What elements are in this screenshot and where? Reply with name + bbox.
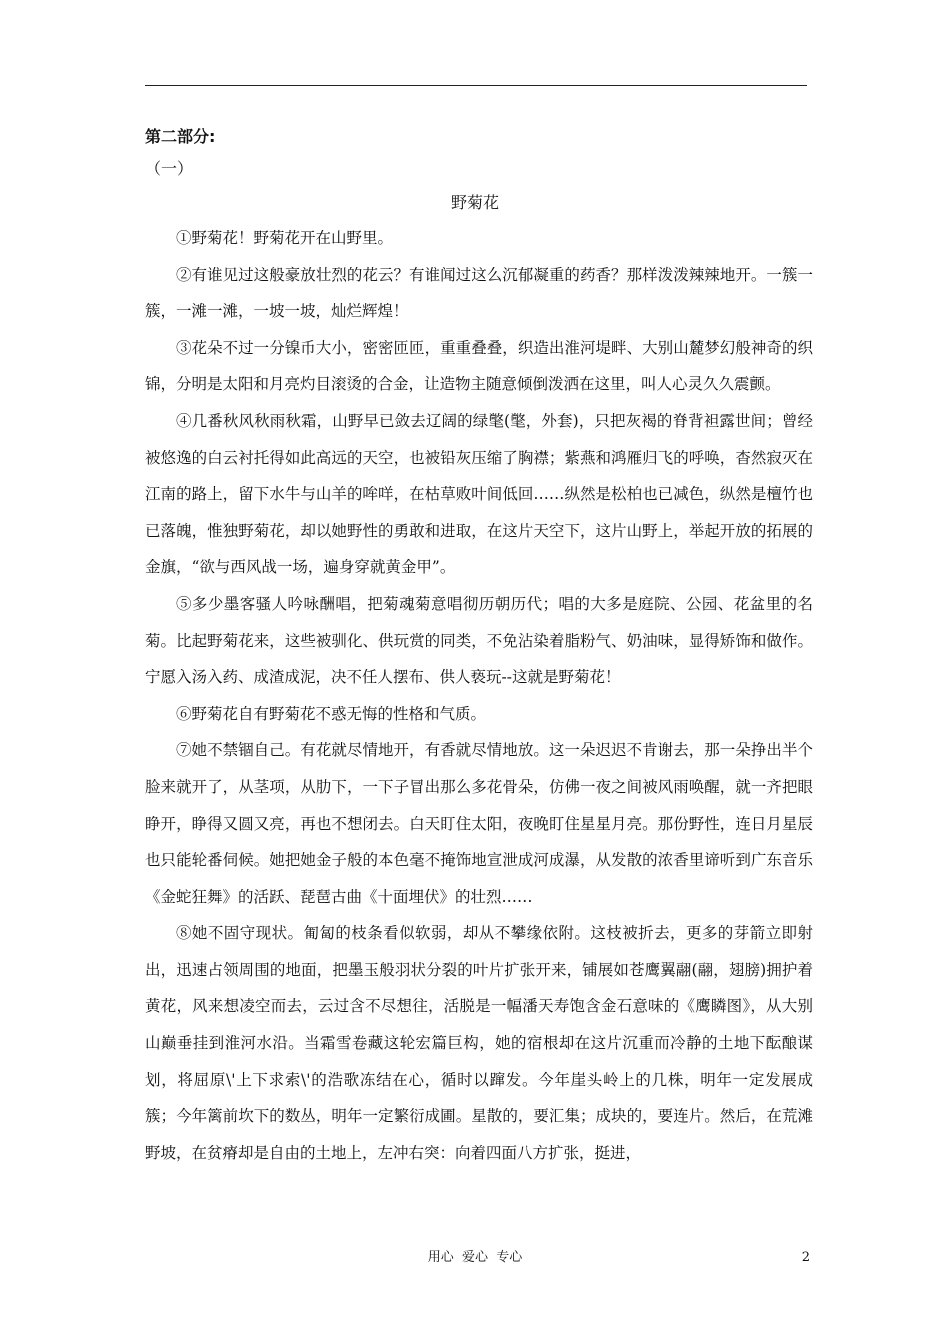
paragraph-1: ①野菊花！野菊花开在山野里。 (176, 229, 394, 247)
section-title: 第二部分: (145, 127, 216, 146)
paragraph-7: ⑦她不禁锢自己。有花就尽情地开，有香就尽情地放。这一朵迟迟不肯谢去，那一朵挣出半个脸来就开了，从茎项，从肋下，一下子冒出那么多花骨朵，仿佛一夜之间被风雨唤醒，就一齐把眼睁开，睁得又圆又亮，再也不想闭去。白天盯住太阳，夜晚盯住星星月亮。那份野性，连日月星辰也只能轮番伺候。她把她金子般的本色毫不掩饰地宣泄成河成瀑，从发散的浓香里谛听到广东音乐《金蛇狂舞》的活跃、琵琶古曲《十面埋伏》的壮烈…… (145, 741, 813, 906)
paragraph-8: ⑧她不固守现状。匍匐的枝条看似软弱，却从不攀缘依附。这枝被折去，更多的芽箭立即射出，迅速占领周围的地面，把墨玉般羽状分裂的叶片扩张开来，铺展如苍鹰翼翮(翮，翅膀)拥护着黄花，风来想凌空而去，云过含不尽想往，活脱是一幅潘天寿饱含金石意味的《鹰瞵图》，从大别山巅垂挂到淮河水沿。当霜雪卷藏这轮宏篇巨构，她的宿根却在这片沉重而冷静的土地下酝酿谋划，将屈原\'上下求索\'的浩歌冻结在心，循时以蹿发。今年崖头岭上的几株，明年一定发展成簇；今年篱前坎下的数丛，明年一定繁衍成圃。星散的，要汇集；成块的，要连片。然后，在荒滩野坡，在贫瘠却是自由的土地上，左冲右突：向着四面八方扩张，挺进， (145, 924, 813, 1162)
paragraph-5: ⑤多少墨客骚人吟咏酬唱，把菊魂菊意唱彻历朝历代；唱的大多是庭院、公园、花盆里的名菊。比起野菊花来，这些被驯化、供玩赏的同类，不免沾染着脂粉气、奶油味，显得矫饰和做作。宁愿入汤入药、成渣成泥，决不任人摆布、供人亵玩--这就是野菊花！ (145, 594, 813, 687)
footer-slogan: 用心 爱心 专心 (427, 1250, 523, 1265)
paragraph-3: ③花朵不过一分镍币大小，密密匝匝，重重叠叠，织造出淮河堤畔、大别山麓梦幻般神奇的织锦，分明是太阳和月亮灼目滚烫的合金，让造物主随意倾倒泼洒在这里，叫人心灵久久震颤。 (145, 338, 813, 394)
article-body (145, 220, 813, 1171)
subsection-label: （一） (145, 159, 194, 178)
header-rule (145, 85, 807, 86)
paragraph-2: ②有谁见过这般豪放壮烈的花云？有谁闻过这么沉郁凝重的药香？那样泼泼辣辣地开。一簇一簇，一滩一滩，一坡一坡，灿烂辉煌！ (145, 265, 813, 321)
paragraph-4: ④几番秋风秋雨秋霜，山野早已敛去辽阔的绿氅(氅，外套)，只把灰褐的脊背袒露世间；曾经被悠逸的白云衬托得如此高远的天空，也被铅灰压缩了胸襟；紫燕和鸿雁归飞的呼唤，杳然寂灭在江南的路上，留下水牛与山羊的哞咩，在枯草败叶间低回……纵然是松柏也已减色，纵然是檀竹也已落魄，惟独野菊花，却以她野性的勇敢和进取，在这片天空下，这片山野上，举起开放的拓展的金旗，“欲与西风战一场，遍身穿就黄金甲”。 (145, 411, 813, 577)
paragraph-6: ⑥野菊花自有野菊花不惑无悔的性格和气质。 (176, 704, 487, 723)
page-number: 2 (801, 1250, 810, 1265)
article-title: 野菊花 (450, 193, 499, 212)
